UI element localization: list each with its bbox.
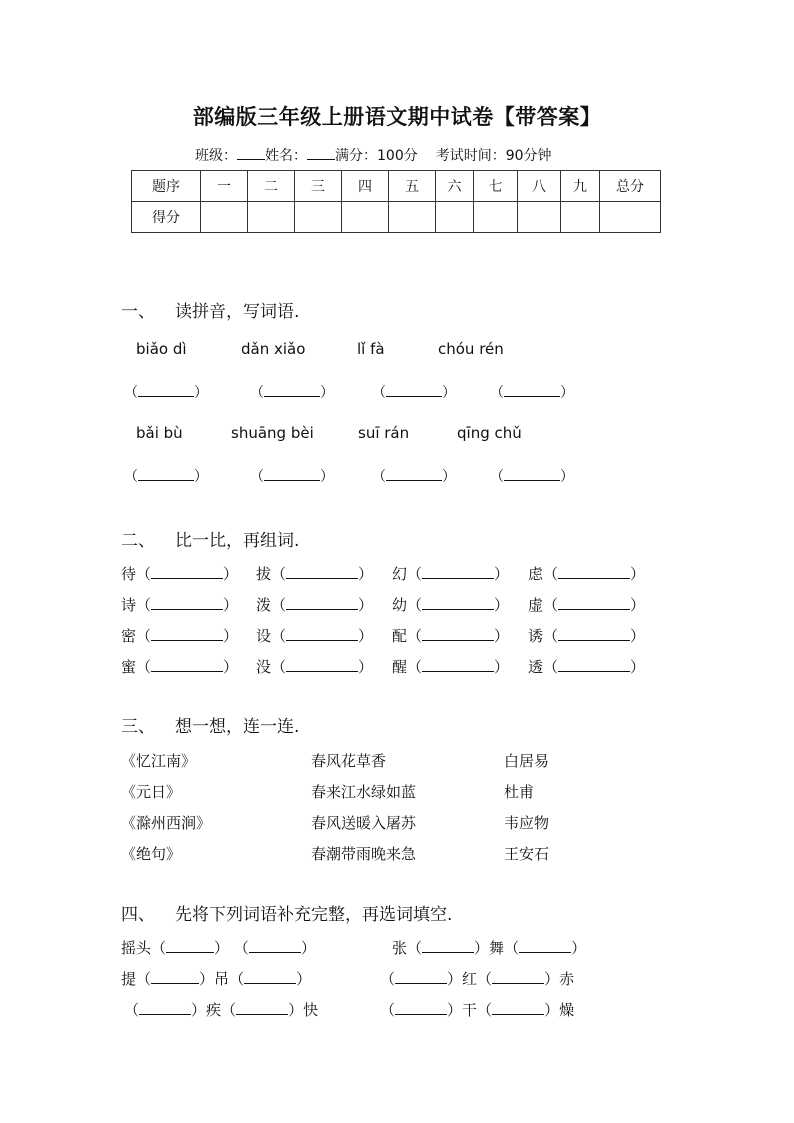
pinyin-item: dǎn xiǎo <box>241 340 306 358</box>
section-4-heading <box>121 900 452 925</box>
class-label: 班级： <box>195 148 237 164</box>
idiom-part: 提 <box>121 970 137 988</box>
score-cell[interactable] <box>389 202 436 233</box>
compare-item[interactable]: 配（ ） <box>392 627 510 645</box>
compare-item[interactable]: 待（ ） <box>121 565 239 583</box>
idiom-part: 干 <box>462 1001 478 1019</box>
score-cell[interactable] <box>600 202 661 233</box>
idiom-part: 燥 <box>559 1001 575 1019</box>
idiom-item[interactable]: 提（ ）吊（ ） <box>121 970 312 988</box>
section-number: 二、 <box>121 531 155 551</box>
section-2-heading <box>121 526 299 551</box>
pinyin-item: bǎi bù <box>136 424 183 442</box>
poem-author[interactable]: 杜甫 <box>504 783 535 801</box>
idiom-part: 赤 <box>559 970 575 988</box>
answer-blank[interactable]: （ ） <box>250 469 334 485</box>
answer-blank[interactable]: （ ） <box>490 385 574 401</box>
score-header-cell: 四 <box>342 171 389 202</box>
score-header-cell: 六 <box>436 171 474 202</box>
compare-item[interactable]: 虚（ ） <box>528 596 646 614</box>
compare-char: 幼 <box>392 596 408 614</box>
score-header-cell: 五 <box>389 171 436 202</box>
exam-time: 考试时间：90分钟 <box>435 148 552 164</box>
compare-item[interactable]: 没（ ） <box>256 658 374 676</box>
answer-blank[interactable]: （ ） <box>250 385 334 401</box>
poem-line[interactable]: 春来江水绿如蓝 <box>311 783 417 801</box>
answer-blank[interactable]: （ ） <box>124 469 208 485</box>
answer-blank[interactable]: （ ） <box>490 469 574 485</box>
section-number: 三、 <box>121 717 155 737</box>
poem-line[interactable]: 春风花草香 <box>311 752 387 770</box>
idiom-item[interactable]: （ ）疾（ ）快 <box>124 1001 319 1019</box>
compare-char: 密 <box>121 627 137 645</box>
answer-blank[interactable]: （ ） <box>372 385 456 401</box>
poem-author[interactable]: 白居易 <box>504 752 550 770</box>
section-title: 读拼音，写词语. <box>175 302 300 322</box>
compare-item[interactable]: 诗（ ） <box>121 596 239 614</box>
section-title: 先将下列词语补充完整，再选词填空. <box>175 905 453 925</box>
score-header-cell: 八 <box>518 171 561 202</box>
section-number: 一、 <box>121 302 155 322</box>
score-cell[interactable] <box>436 202 474 233</box>
idiom-part: 摇头 <box>121 939 152 957</box>
page-title: 部编版三年级上册语文期中试卷【带答案】 <box>192 104 602 129</box>
name-label: 姓名： <box>265 148 307 164</box>
name-blank[interactable] <box>307 147 335 160</box>
score-table-score-row <box>132 202 661 233</box>
score-header-cell: 二 <box>248 171 295 202</box>
compare-item[interactable]: 醒（ ） <box>392 658 510 676</box>
compare-item[interactable]: 泼（ ） <box>256 596 374 614</box>
compare-char: 幻 <box>392 565 408 583</box>
compare-char: 没 <box>256 658 272 676</box>
score-header-cell: 九 <box>561 171 600 202</box>
idiom-part: 吊 <box>214 970 230 988</box>
score-cell[interactable] <box>561 202 600 233</box>
score-header-cell: 题序 <box>132 171 201 202</box>
idiom-part: 舞 <box>489 939 505 957</box>
score-cell[interactable] <box>295 202 342 233</box>
poem-line[interactable]: 春风送暖入屠苏 <box>311 814 417 832</box>
compare-char: 醒 <box>392 658 408 676</box>
compare-char: 设 <box>256 627 272 645</box>
compare-item[interactable]: 幼（ ） <box>392 596 510 614</box>
pinyin-item: qīng chǔ <box>457 424 522 442</box>
score-header-cell: 七 <box>474 171 518 202</box>
class-blank[interactable] <box>237 147 265 160</box>
compare-char: 蜜 <box>121 658 137 676</box>
compare-char: 拔 <box>256 565 272 583</box>
score-cell[interactable] <box>474 202 518 233</box>
compare-item[interactable]: 幻（ ） <box>392 565 510 583</box>
pinyin-item: lǐ fà <box>357 340 385 358</box>
score-header-cell: 总分 <box>600 171 661 202</box>
score-cell[interactable] <box>248 202 295 233</box>
compare-char: 虚 <box>528 596 544 614</box>
compare-char: 待 <box>121 565 137 583</box>
idiom-item[interactable]: （ ）干（ ）燥 <box>380 1001 575 1019</box>
poem-title[interactable]: 《绝句》 <box>121 845 182 863</box>
compare-char: 配 <box>392 627 408 645</box>
exam-info <box>195 145 552 165</box>
poem-author[interactable]: 王安石 <box>504 845 550 863</box>
compare-char: 虑 <box>528 565 544 583</box>
compare-item[interactable]: 透（ ） <box>528 658 646 676</box>
compare-char: 泼 <box>256 596 272 614</box>
score-row-label: 得分 <box>132 202 201 233</box>
score-table <box>131 170 661 233</box>
poem-title[interactable]: 《滁州西涧》 <box>121 814 212 832</box>
section-title: 想一想，连一连. <box>175 717 300 737</box>
score-header-cell: 一 <box>201 171 248 202</box>
compare-item[interactable]: 设（ ） <box>256 627 374 645</box>
score-cell[interactable] <box>201 202 248 233</box>
score-cell[interactable] <box>518 202 561 233</box>
poem-title[interactable]: 《忆江南》 <box>121 752 197 770</box>
idiom-part: 疾 <box>206 1001 222 1019</box>
idiom-item[interactable]: （ ）红（ ）赤 <box>380 970 575 988</box>
pinyin-item: shuāng bèi <box>231 424 314 442</box>
idiom-item[interactable]: 张（ ）舞（ ） <box>392 939 587 957</box>
compare-item[interactable]: 虑（ ） <box>528 565 646 583</box>
pinyin-item: biǎo dì <box>136 340 187 358</box>
compare-char: 诱 <box>528 627 544 645</box>
compare-item[interactable]: 密（ ） <box>121 627 239 645</box>
pinyin-item: chóu rén <box>438 340 504 358</box>
section-number: 四、 <box>121 905 155 925</box>
idiom-part: 张 <box>392 939 408 957</box>
full-score: 满分：100分 <box>335 148 418 164</box>
compare-item[interactable]: 蜜（ ） <box>121 658 239 676</box>
poem-title[interactable]: 《元日》 <box>121 783 182 801</box>
compare-item[interactable]: 诱（ ） <box>528 627 646 645</box>
compare-char: 透 <box>528 658 544 676</box>
poem-line[interactable]: 春潮带雨晚来急 <box>311 845 417 863</box>
answer-blank[interactable]: （ ） <box>124 385 208 401</box>
idiom-item[interactable]: 摇头（ ） （ ） <box>121 939 316 957</box>
poem-author[interactable]: 韦应物 <box>504 814 550 832</box>
score-table-header-row <box>132 171 661 202</box>
score-header-cell: 三 <box>295 171 342 202</box>
pinyin-item: suī rán <box>358 424 410 442</box>
compare-char: 诗 <box>121 596 137 614</box>
answer-blank[interactable]: （ ） <box>372 469 456 485</box>
section-3-heading <box>121 712 299 737</box>
idiom-part: 快 <box>303 1001 319 1019</box>
idiom-part: 红 <box>462 970 478 988</box>
section-1-heading <box>121 297 299 322</box>
score-cell[interactable] <box>342 202 389 233</box>
compare-item[interactable]: 拔（ ） <box>256 565 374 583</box>
section-title: 比一比，再组词. <box>175 531 300 551</box>
